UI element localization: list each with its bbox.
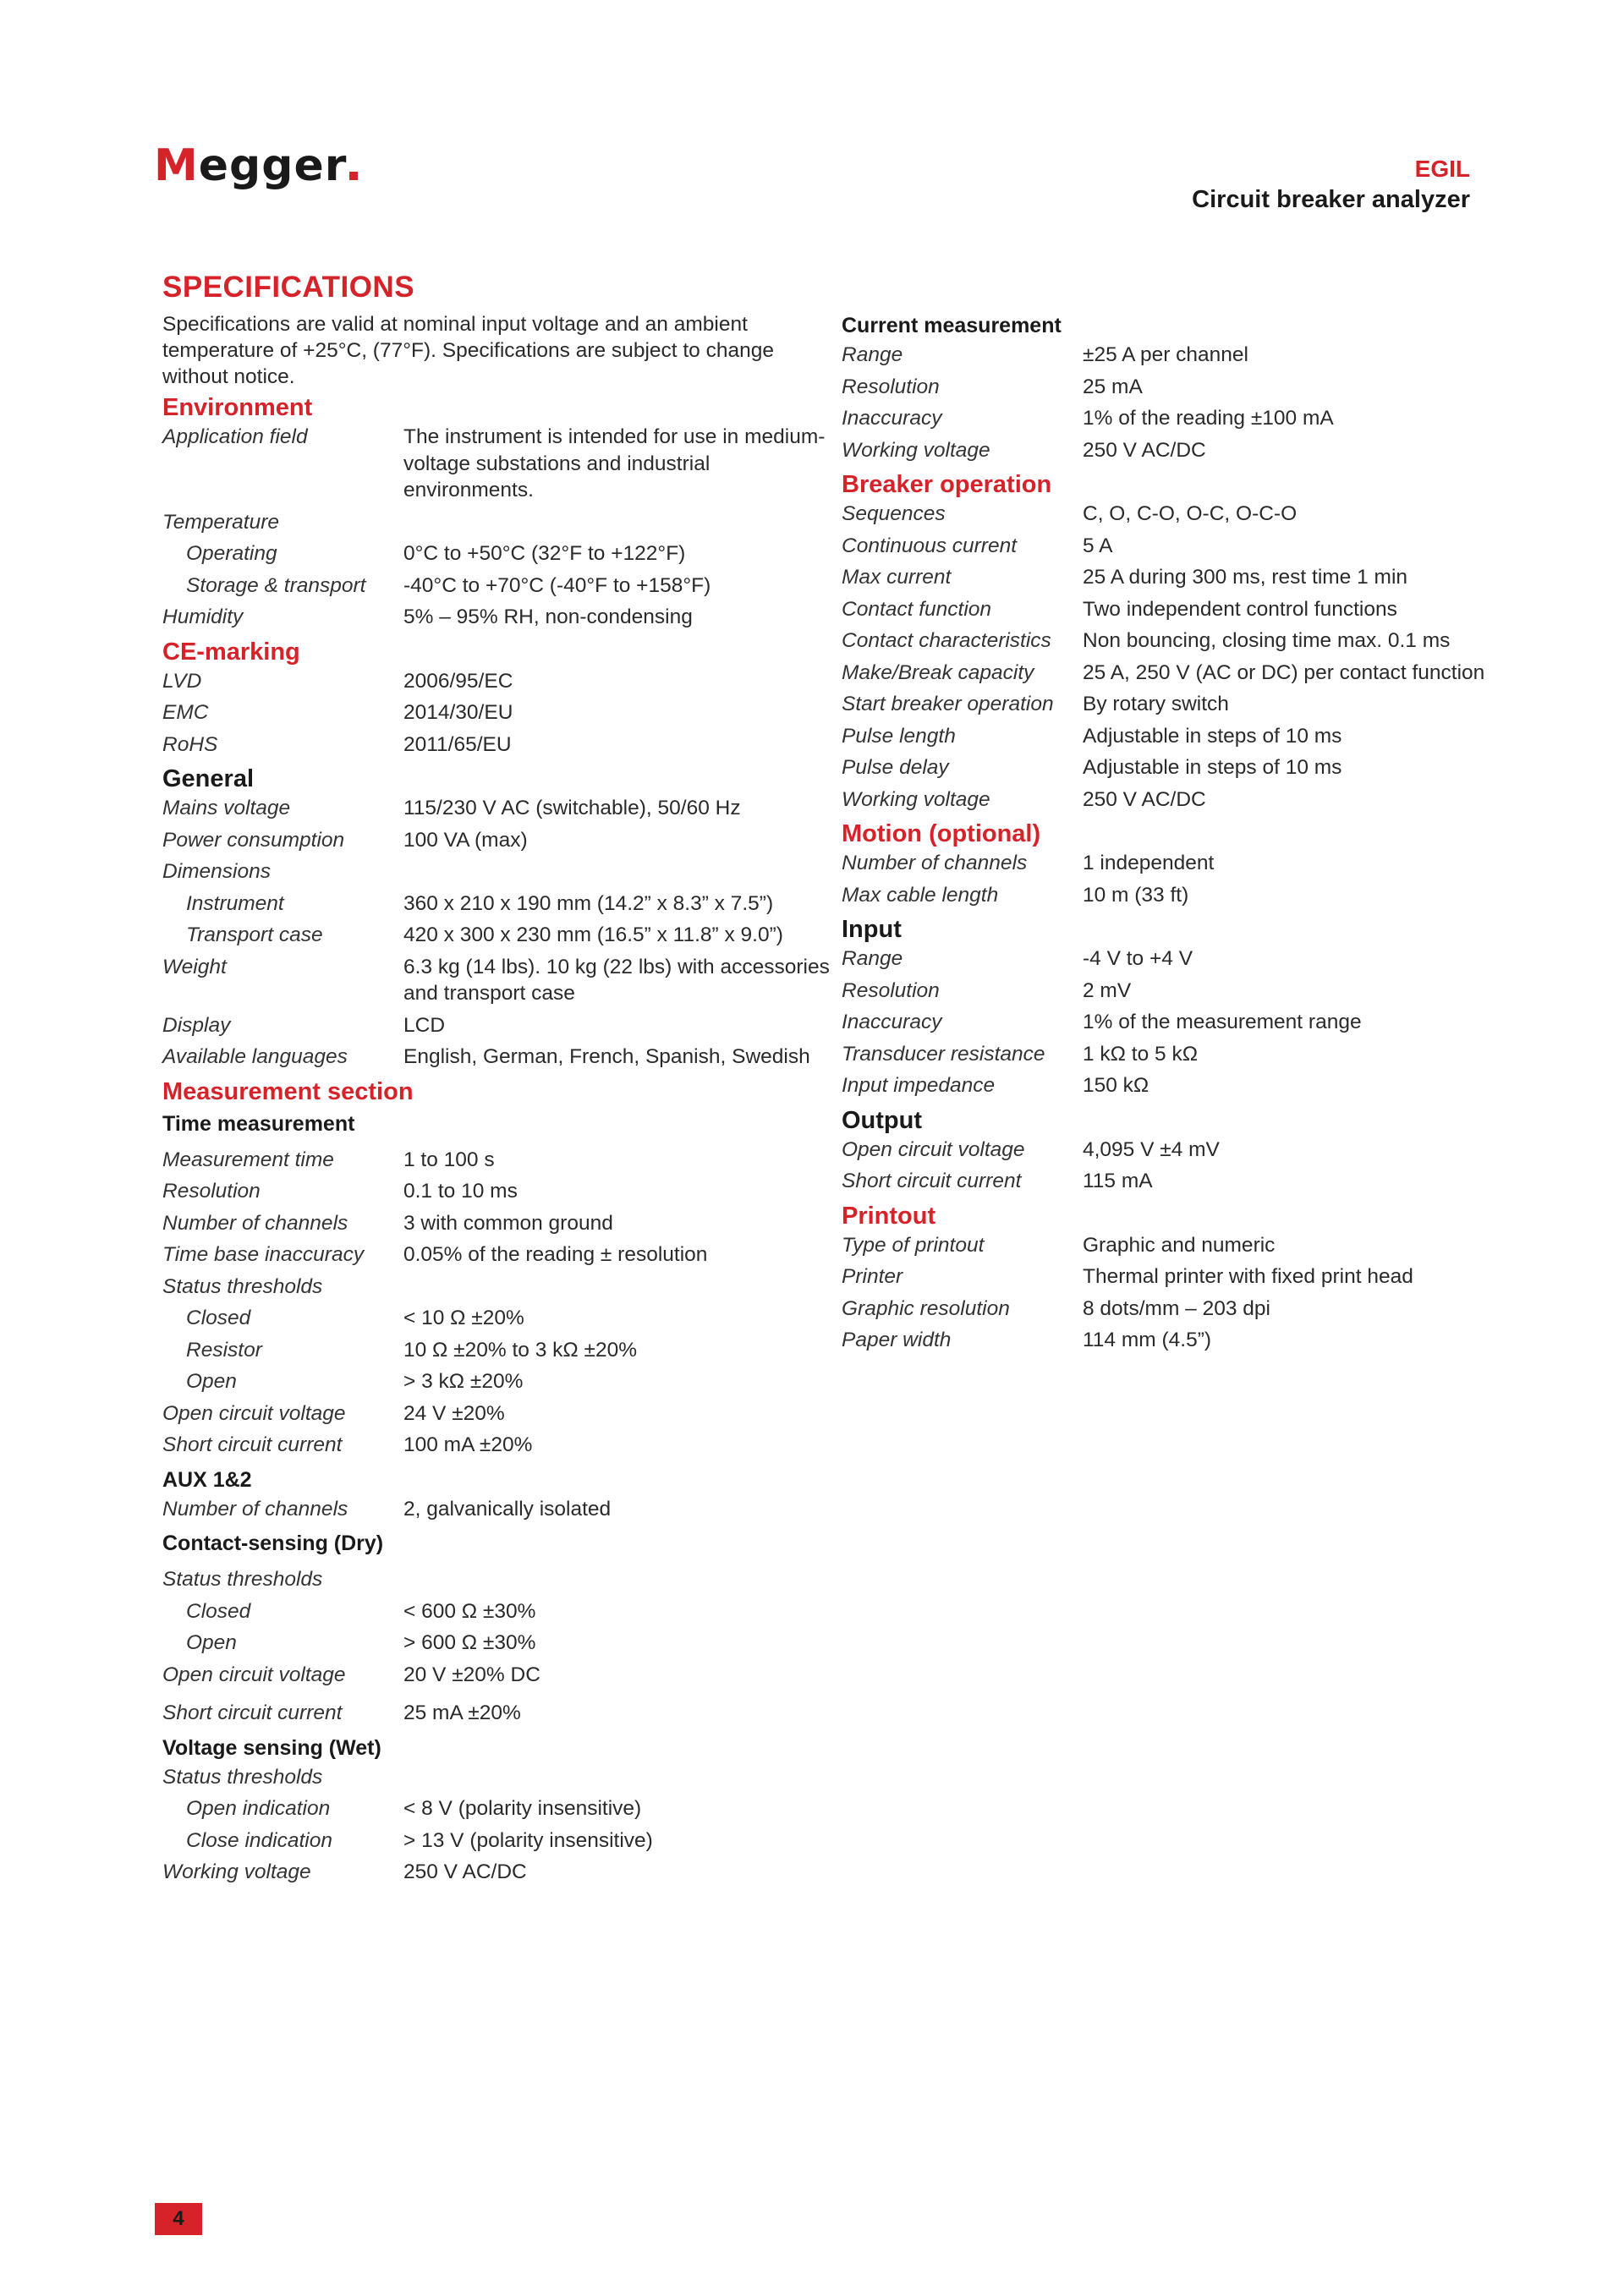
spec-label: Number of channels (162, 1497, 348, 1521)
spec-row (162, 732, 839, 759)
logo-dot (349, 172, 358, 180)
spec-value (403, 509, 839, 536)
spec-value: 115/230 V AC (switchable), 50/60 Hz (403, 797, 741, 819)
spec-row (842, 723, 1518, 750)
spec-value: > 3 kΩ ±20% (403, 1370, 524, 1393)
spec-row (162, 1859, 839, 1886)
spec-row (842, 754, 1518, 781)
spec-label: Contact characteristics (842, 629, 1051, 652)
spec-label: LVD (162, 669, 202, 693)
spec-value: < 10 Ω ±20% (403, 1307, 524, 1329)
spec-value: Non bouncing, closing time max. 0.1 ms (1083, 629, 1451, 652)
spec-label: Resolution (842, 978, 940, 1002)
spec-label: Open (186, 1370, 237, 1393)
spec-label: Pulse delay (842, 756, 949, 779)
spec-value: -4 V to +4 V (1083, 947, 1193, 970)
spec-row (162, 1700, 839, 1727)
spec-row (842, 978, 1518, 1005)
spec-row (842, 660, 1518, 687)
spec-row (162, 1274, 839, 1301)
spec-label: Working voltage (842, 438, 990, 462)
spec-value: 115 mA (1083, 1170, 1153, 1192)
spec-value: 0.05% of the reading ± resolution (403, 1243, 708, 1266)
spec-value: 0.1 to 10 ms (403, 1180, 518, 1203)
spec-value: < 600 Ω ±30% (403, 1599, 536, 1623)
spec-value: 25 mA ±20% (403, 1701, 521, 1724)
subsection-heading-wet: Voltage sensing (Wet) (162, 1735, 381, 1760)
spec-row (162, 1827, 839, 1855)
spec-value: 1 kΩ to 5 kΩ (1083, 1042, 1199, 1066)
spec-label: Available languages (162, 1045, 348, 1068)
spec-value: 2011/65/EU (403, 732, 512, 756)
spec-row (162, 540, 839, 567)
logo-rest: egger (198, 140, 348, 191)
spec-label: Range (842, 947, 903, 970)
spec-label: Max current (842, 566, 952, 589)
spec-row (842, 1041, 1518, 1068)
spec-label: Inaccuracy (842, 407, 942, 430)
spec-row (842, 945, 1518, 973)
spec-row (842, 405, 1518, 432)
section-heading-input: Input (842, 916, 902, 943)
spec-label: Display (162, 1013, 231, 1037)
spec-value: 2, galvanically isolated (403, 1497, 612, 1521)
spec-label: Working voltage (162, 1860, 311, 1883)
spec-row (162, 1764, 839, 1791)
spec-label: Instrument (186, 891, 284, 915)
spec-value: Thermal printer with fixed print head (1083, 1265, 1413, 1288)
spec-value: 25 mA (1083, 375, 1143, 398)
spec-value: By rotary switch (1083, 693, 1229, 715)
spec-value: LCD (403, 1013, 446, 1037)
spec-row (162, 604, 839, 631)
spec-label: Inaccuracy (842, 1011, 942, 1033)
spec-label: Continuous current (842, 534, 1018, 557)
spec-row (842, 850, 1518, 877)
spec-value: 1 to 100 s (403, 1148, 495, 1171)
spec-row (842, 1232, 1518, 1259)
subsection-heading-time: Time measurement (162, 1111, 355, 1136)
spec-value: 360 x 210 x 190 mm (14.2” x 8.3” x 7.5”) (403, 891, 774, 915)
spec-label: Measurement time (162, 1148, 334, 1171)
section-heading-motion: Motion (optional) (842, 820, 1041, 847)
spec-row (842, 882, 1518, 909)
spec-label: Transport case (186, 923, 323, 946)
spec-row (842, 786, 1518, 814)
spec-value (403, 1566, 839, 1593)
spec-value: 6.3 kg (14 lbs). 10 kg (22 lbs) with accessories and transport case (403, 955, 830, 1005)
spec-value: 250 V AC/DC (1083, 787, 1206, 811)
spec-row (162, 1662, 839, 1689)
spec-row (842, 1072, 1518, 1099)
spec-value: -40°C to +70°C (-40°F to +158°F) (403, 573, 711, 597)
spec-label: Open indication (186, 1797, 331, 1820)
spec-row (842, 691, 1518, 718)
spec-value: 24 V ±20% (403, 1401, 505, 1425)
spec-label: Number of channels (162, 1211, 348, 1235)
spec-row (162, 1044, 839, 1071)
spec-row (162, 827, 839, 854)
spec-value: Adjustable in steps of 10 ms (1083, 724, 1342, 748)
spec-label: Open (186, 1631, 237, 1654)
spec-label: Contact function (842, 597, 992, 621)
section-heading-general: General (162, 765, 254, 792)
spec-row (842, 596, 1518, 623)
section-heading-environment: Environment (162, 394, 313, 421)
right-column (842, 310, 1518, 1359)
intro-paragraph: Specifications are valid at nominal input voltage and an ambient temperature of +25°C, (77°F). Specifications are subject to change without notice. (162, 313, 774, 388)
spec-value: 1% of the measurement range (1083, 1011, 1362, 1033)
spec-row (162, 1241, 839, 1269)
spec-row (162, 1795, 839, 1822)
spec-value: > 13 V (polarity insensitive) (403, 1828, 653, 1852)
spec-value (403, 1274, 839, 1301)
spec-label: Storage & transport (186, 573, 366, 597)
megger-logo (154, 140, 358, 191)
logo-initial: M (154, 140, 199, 191)
spacer (162, 1693, 839, 1700)
spec-label: Sequences (842, 502, 946, 525)
spec-value: 25 A during 300 ms, rest time 1 min (1083, 566, 1408, 589)
spec-row (162, 1305, 839, 1332)
spec-row (162, 954, 839, 1007)
spec-row (162, 1147, 839, 1174)
spec-row (162, 424, 839, 504)
spec-row (162, 699, 839, 726)
spec-value: 2014/30/EU (403, 701, 513, 724)
spec-label: Resistor (186, 1338, 262, 1362)
spec-row (842, 374, 1518, 401)
spec-label: EMC (162, 701, 209, 724)
spec-row (162, 858, 839, 885)
spec-label: Time base inaccuracy (162, 1243, 365, 1266)
spec-label: Close indication (186, 1828, 332, 1852)
spec-row (162, 1337, 839, 1364)
spec-label: RoHS (162, 732, 218, 756)
spec-label: Humidity (162, 606, 244, 628)
spec-value: 2006/95/EC (403, 669, 513, 693)
spec-row (162, 573, 839, 600)
spec-value: 20 V ±20% DC (403, 1663, 540, 1686)
spec-label: Input impedance (842, 1074, 996, 1097)
spec-label: Range (842, 343, 903, 366)
spec-label: Max cable length (842, 883, 999, 907)
spec-row (162, 1566, 839, 1593)
spec-row (162, 922, 839, 949)
spec-label: Open circuit voltage (162, 1663, 346, 1686)
subsection-heading-dry: Contact-sensing (Dry) (162, 1532, 384, 1555)
spec-value: Two independent control functions (1083, 597, 1397, 621)
section-heading-measurement: Measurement section (162, 1077, 414, 1105)
spec-label: Status thresholds (162, 1568, 323, 1591)
spec-value: 8 dots/mm – 203 dpi (1083, 1296, 1270, 1320)
spec-label: Open circuit voltage (842, 1137, 1025, 1161)
spec-value: 114 mm (4.5”) (1083, 1329, 1212, 1351)
spec-row (842, 627, 1518, 655)
document-header (1192, 154, 1470, 215)
spec-row (162, 509, 839, 536)
spec-value: 25 A, 250 V (AC or DC) per contact function (1083, 660, 1485, 684)
spec-value: 150 kΩ (1083, 1074, 1149, 1097)
spec-value: 3 with common ground (403, 1211, 613, 1235)
spec-row (162, 1012, 839, 1039)
section-heading-ce-marking: CE-marking (162, 638, 300, 666)
spec-label: Paper width (842, 1329, 952, 1351)
spec-value: 420 x 300 x 230 mm (16.5” x 11.8” x 9.0”) (403, 923, 783, 946)
spec-row (842, 501, 1518, 528)
spec-label: Printer (842, 1265, 903, 1288)
spec-value: 0°C to +50°C (32°F to +122°F) (403, 542, 686, 565)
product-subtitle: Circuit breaker analyzer (1192, 186, 1470, 213)
spec-label: Weight (162, 955, 227, 978)
spec-row (162, 1368, 839, 1395)
spec-row (842, 1137, 1518, 1164)
page-title: SPECIFICATIONS (162, 271, 415, 304)
spacer (162, 1559, 839, 1566)
spec-row (842, 1263, 1518, 1290)
spec-label: Closed (186, 1307, 251, 1329)
spec-label: Open circuit voltage (162, 1401, 346, 1425)
spec-value: ±25 A per channel (1083, 343, 1248, 366)
spec-row (842, 342, 1518, 369)
spec-label: Mains voltage (162, 797, 291, 819)
spec-label: Status thresholds (162, 1765, 323, 1789)
section-heading-breaker-operation: Breaker operation (842, 471, 1052, 498)
spec-value (403, 858, 839, 885)
spec-label: Start breaker operation (842, 693, 1054, 715)
spec-value: 10 m (33 ft) (1083, 883, 1189, 907)
spec-label: Resolution (842, 375, 940, 398)
spec-value: 250 V AC/DC (1083, 438, 1206, 462)
spec-label: Make/Break capacity (842, 660, 1034, 684)
spec-label: Short circuit current (162, 1701, 343, 1724)
spec-row (162, 1178, 839, 1205)
spec-row (162, 1496, 839, 1523)
spec-label: Operating (186, 542, 277, 565)
spec-value: 4,095 V ±4 mV (1083, 1137, 1220, 1161)
spec-value: C, O, C-O, O-C, O-C-O (1083, 502, 1298, 525)
spec-row (842, 1168, 1518, 1195)
spec-value: 10 Ω ±20% to 3 kΩ ±20% (403, 1338, 637, 1362)
product-name: EGIL (1414, 156, 1470, 182)
spec-label: Power consumption (162, 828, 345, 852)
spec-row (162, 1598, 839, 1625)
spec-label: Short circuit current (162, 1433, 343, 1456)
spec-value: > 600 Ω ±30% (403, 1631, 536, 1654)
spec-row (162, 668, 839, 695)
spec-row (842, 564, 1518, 591)
spec-value: 2 mV (1083, 978, 1132, 1002)
spec-value: Adjustable in steps of 10 ms (1083, 756, 1342, 779)
spec-row (842, 1327, 1518, 1354)
spec-row (162, 1400, 839, 1427)
section-heading-printout: Printout (842, 1202, 936, 1230)
spec-label: Number of channels (842, 852, 1028, 874)
spec-row (162, 795, 839, 822)
spec-value: 1% of the reading ±100 mA (1083, 407, 1334, 430)
spec-row (842, 533, 1518, 560)
spec-label: Transducer resistance (842, 1042, 1045, 1066)
spec-label: Type of printout (842, 1233, 985, 1257)
spec-value: 1 independent (1083, 852, 1215, 874)
spacer (162, 1140, 839, 1147)
subsection-heading-aux: AUX 1&2 (162, 1467, 252, 1492)
spec-label: Short circuit current (842, 1170, 1022, 1192)
spec-label: Dimensions (162, 860, 271, 883)
section-heading-output: Output (842, 1106, 923, 1134)
spec-label: Status thresholds (162, 1274, 323, 1298)
spec-label: Graphic resolution (842, 1296, 1010, 1320)
spec-row (842, 1296, 1518, 1323)
left-column (162, 392, 839, 1891)
subsection-heading-current: Current measurement (842, 314, 1062, 337)
spec-value: 5% – 95% RH, non-condensing (403, 606, 693, 628)
spec-value: < 8 V (polarity insensitive) (403, 1797, 642, 1820)
page-number: 4 (155, 2203, 202, 2235)
spec-label: Working voltage (842, 787, 990, 811)
spec-value: 100 VA (max) (403, 828, 528, 852)
spec-row (162, 890, 839, 918)
spec-label: Closed (186, 1599, 251, 1623)
spec-label: Pulse length (842, 724, 956, 748)
spec-value: 5 A (1083, 534, 1113, 557)
spec-row (842, 1009, 1518, 1036)
spec-row (162, 1432, 839, 1459)
spec-value: 250 V AC/DC (403, 1860, 527, 1883)
spec-row (162, 1210, 839, 1237)
spec-value: Graphic and numeric (1083, 1233, 1276, 1257)
spec-value: 100 mA ±20% (403, 1433, 533, 1456)
spec-value (403, 1764, 839, 1791)
spec-label: Temperature (162, 510, 280, 534)
spec-value: English, German, French, Spanish, Swedish (403, 1045, 810, 1068)
spec-row (162, 1630, 839, 1657)
spec-value: The instrument is intended for use in medium-voltage substations and industrial environments. (403, 425, 826, 501)
spec-label: Application field (162, 425, 308, 448)
spec-label: Resolution (162, 1180, 261, 1203)
spec-row (842, 437, 1518, 464)
